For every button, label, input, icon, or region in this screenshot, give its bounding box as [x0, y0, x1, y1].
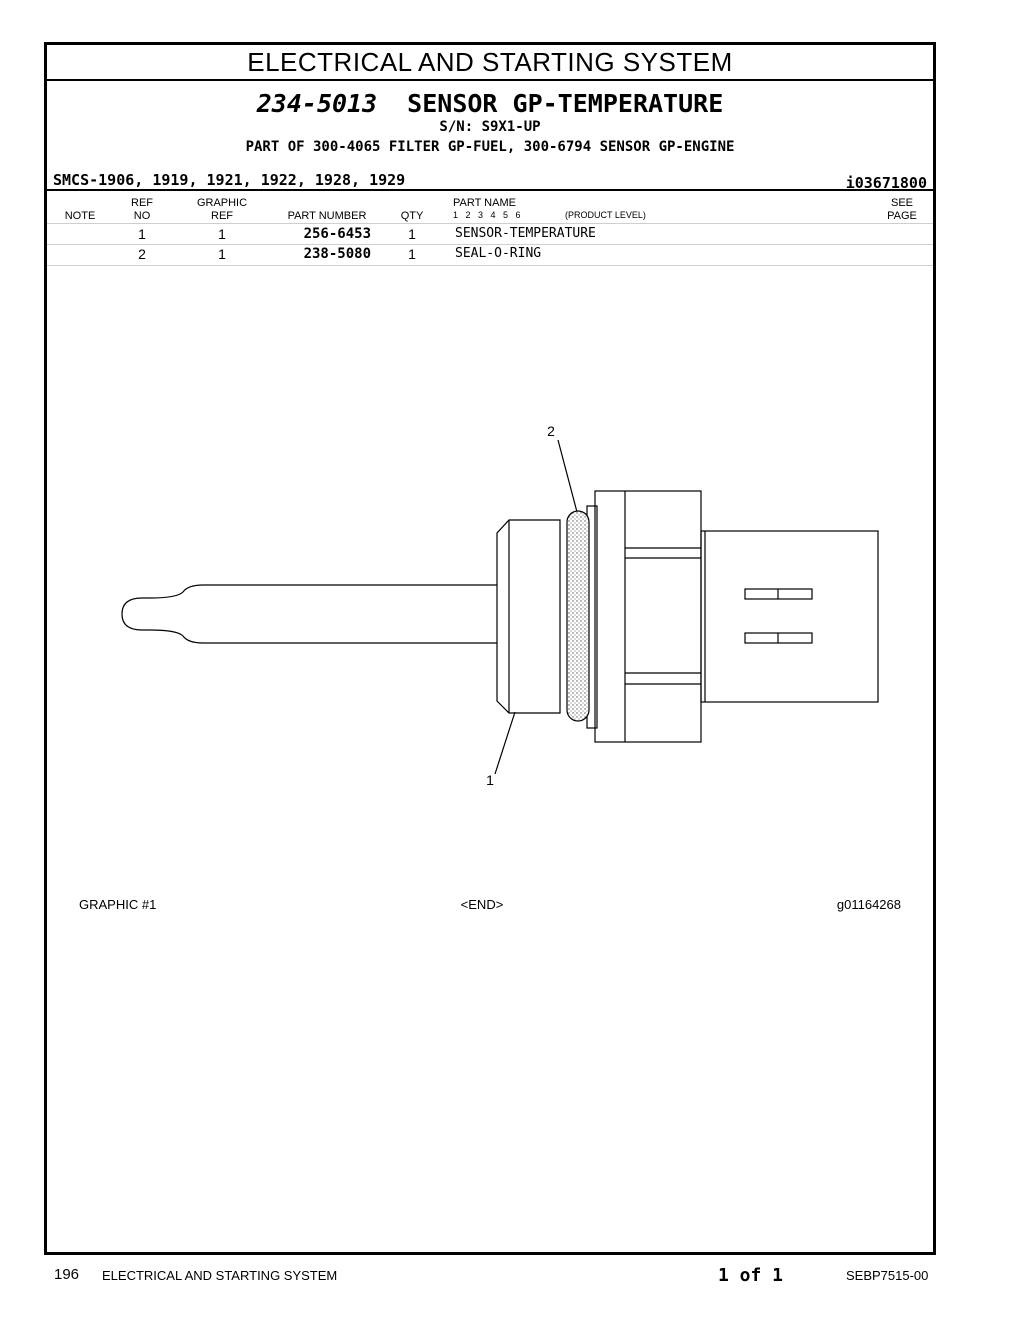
header-product-level-label: (PRODUCT LEVEL) [565, 210, 646, 220]
header-qty: QTY [400, 210, 424, 222]
header-part-name: PART NAME [453, 197, 516, 209]
row-part-number: 238-5080 [303, 246, 371, 262]
header-ref-top: REF [131, 197, 153, 209]
sensor-illustration [47, 45, 933, 1252]
row-graphic-ref: 1 [218, 226, 226, 242]
probe-stem [122, 585, 497, 643]
graphic-caption-left: GRAPHIC #1 [79, 897, 157, 912]
graphic-caption-end: <END> [460, 897, 504, 912]
serial-range: S/N: S9X1-UP [439, 119, 541, 135]
row-part-number: 256-6453 [303, 226, 371, 242]
header-note: NOTE [64, 210, 96, 222]
o-ring-seal [567, 511, 589, 721]
group-number: 234-5013 [256, 89, 378, 118]
callout-1: 1 [486, 772, 494, 788]
footer-section: ELECTRICAL AND STARTING SYSTEM [102, 1268, 338, 1283]
header-graphic-top: GRAPHIC [196, 197, 248, 209]
callout-1-leader [495, 712, 515, 774]
row-graphic-ref: 1 [218, 246, 226, 262]
page-number: 196 [54, 1266, 80, 1283]
graphic-id: g01164268 [836, 897, 901, 912]
row-part-name: SENSOR-TEMPERATURE [455, 226, 596, 241]
callout-2-leader [558, 440, 577, 512]
header-product-levels: 1 2 3 4 5 6 [453, 210, 521, 220]
doc-id: SEBP7515-00 [846, 1268, 929, 1283]
smcs-codes: SMCS-1906, 1919, 1921, 1922, 1928, 1929 [53, 171, 406, 189]
group-name: SENSOR GP-TEMPERATURE [407, 89, 724, 118]
row-ref: 2 [138, 246, 146, 262]
header-see-bottom: PAGE [887, 210, 917, 222]
connector-housing [595, 491, 701, 742]
page-frame [44, 42, 936, 1255]
part-of-line: PART OF 300-4065 FILTER GP-FUEL, 300-6794 SENSOR GP-ENGINE [245, 139, 735, 155]
row-part-name: SEAL-O-RING [455, 246, 542, 261]
info-id: i03671800 [845, 174, 927, 192]
header-ref-bottom: NO [133, 210, 151, 222]
header-see-top: SEE [890, 197, 913, 209]
page-of: 1 of 1 [718, 1265, 784, 1286]
row-ref: 1 [138, 226, 146, 242]
header-graphic-bottom: REF [211, 210, 233, 222]
section-title: ELECTRICAL AND STARTING SYSTEM [47, 45, 933, 81]
header-part-number: PART NUMBER [287, 210, 367, 222]
hex-body [497, 520, 560, 713]
callout-2: 2 [547, 423, 555, 439]
row-qty: 1 [408, 226, 416, 242]
row-qty: 1 [408, 246, 416, 262]
connector-plug [701, 531, 878, 702]
